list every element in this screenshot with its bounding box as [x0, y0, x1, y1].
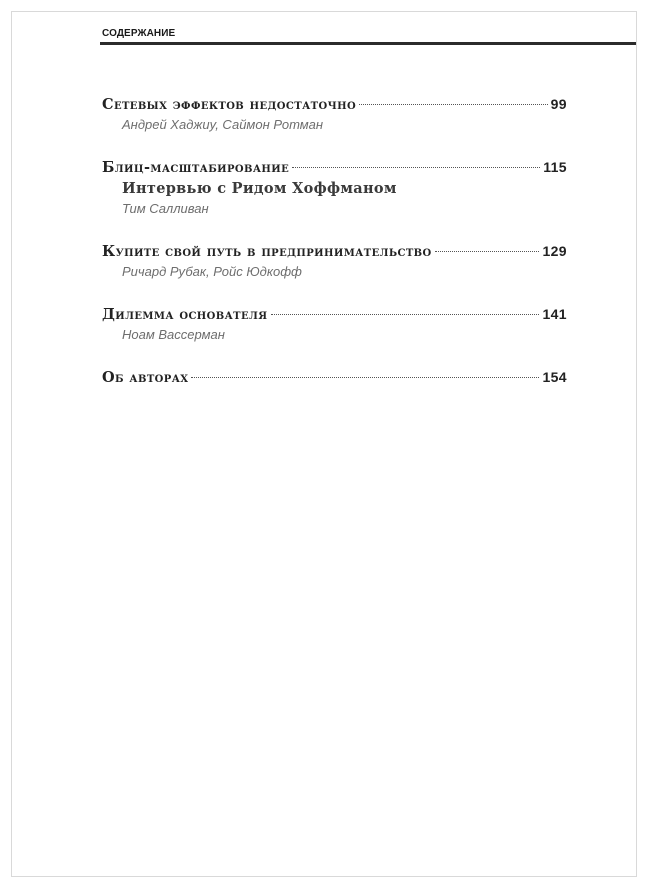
toc-entry-line [102, 94, 567, 115]
toc-page-number: 129 [542, 243, 567, 259]
toc-entry-title: Дилемма основателя [102, 306, 268, 323]
toc-entry [102, 94, 567, 135]
toc-entry-line [102, 241, 567, 262]
toc-entry-line [102, 367, 567, 388]
toc-entry-title: Купите свой путь в предпринимательство [102, 243, 432, 260]
toc-entry [102, 157, 567, 219]
toc-entry [102, 241, 567, 282]
header-rule [100, 42, 636, 45]
dot-leader [435, 251, 540, 252]
toc-entry-subtitle: Интервью с Ридом Хоффманом [122, 180, 397, 197]
toc-page-number: 115 [543, 159, 567, 175]
toc-entry-author: Ричард Рубак, Ройс Юдкофф [122, 264, 302, 279]
toc-page-number: 141 [542, 306, 567, 322]
toc-entry-line [102, 304, 567, 325]
toc-entry-line [102, 157, 567, 178]
toc-page-number: 154 [542, 369, 567, 385]
toc-entry-author: Андрей Хаджиу, Саймон Ротман [122, 117, 324, 132]
page [11, 11, 637, 877]
toc-entry-title: Сетевых эффектов недостаточно [102, 96, 357, 113]
running-header: СОДЕРЖАНИЕ [102, 28, 176, 39]
toc-entry [102, 304, 567, 345]
toc-entry-title: Об авторах [102, 369, 189, 386]
dot-leader [271, 314, 540, 315]
toc-entry-author: Ноам Вассерман [122, 327, 225, 342]
toc-page-number: 99 [550, 96, 567, 112]
toc-entry-author: Тим Салливан [122, 201, 209, 216]
toc-entry [102, 367, 567, 388]
dot-leader [191, 377, 539, 378]
dot-leader [292, 167, 540, 168]
toc-entry-title: Блиц-масштабирование [102, 159, 290, 176]
table-of-contents [102, 94, 567, 410]
dot-leader [359, 104, 548, 105]
